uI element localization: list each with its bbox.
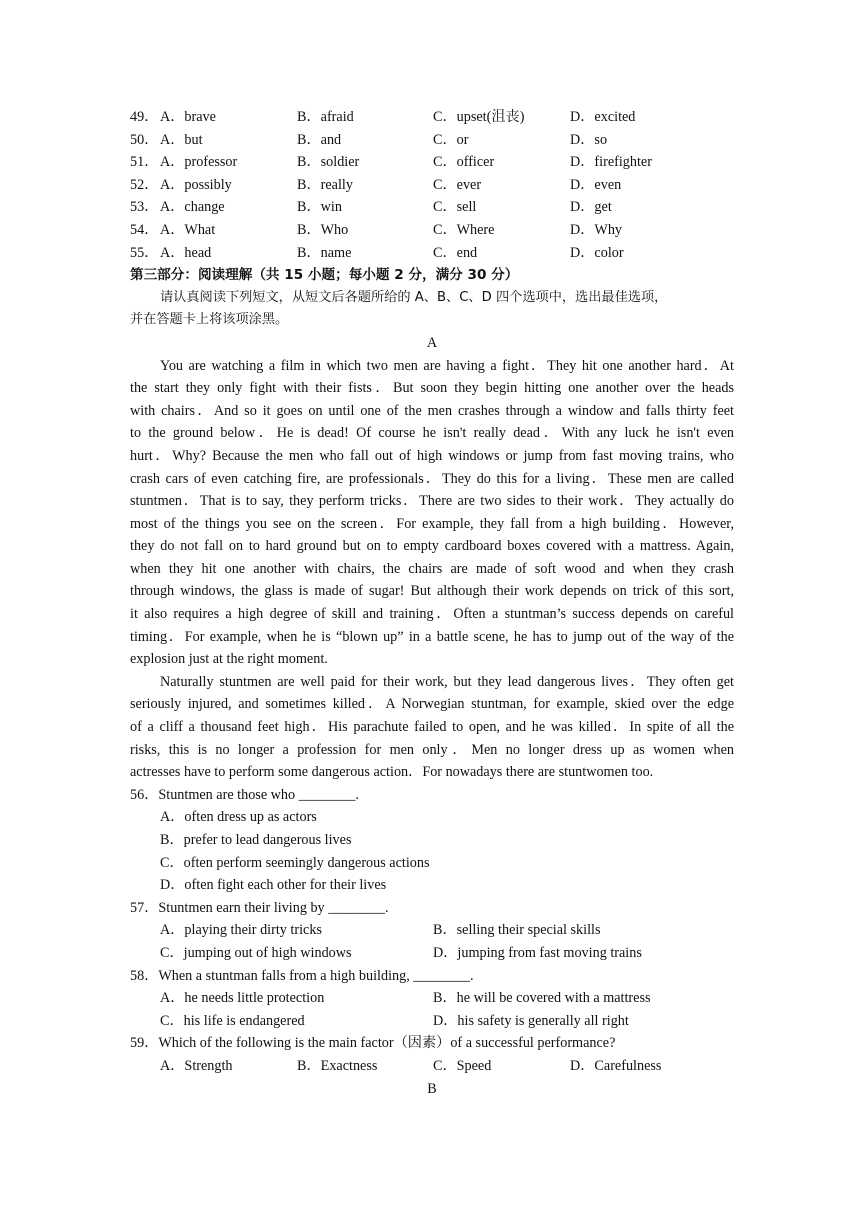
question-number: 53． <box>130 199 159 216</box>
question-59-option-a[interactable]: A．Strength <box>160 1057 233 1074</box>
cloze-row <box>130 106 734 129</box>
question-57-option-b[interactable]: B．selling their special skills <box>433 922 601 939</box>
passage-line: You are watching a film in which two men are having a fight．They hit one another hard．At <box>160 357 734 374</box>
option-b[interactable]: B．and <box>297 131 342 148</box>
cloze-row <box>130 151 734 174</box>
option-d[interactable]: D．get <box>570 199 612 216</box>
cloze-row <box>130 242 734 265</box>
passage-a-label: A <box>426 334 438 351</box>
question-56-stem: 56．Stuntmen are those who ________. <box>130 786 359 803</box>
question-number: 54． <box>130 221 159 238</box>
question-number: 49． <box>130 109 159 125</box>
passage-line: hurt．Why? Because the men who fall out of high windows or jump from fast moving trains, who <box>130 447 734 464</box>
question-58-option-b[interactable]: B．he will be covered with a mattress <box>433 990 651 1007</box>
question-number: 51． <box>130 154 159 171</box>
option-c[interactable]: C．Where <box>433 221 495 238</box>
passage-line: the start they only fight with their fists．But soon they begin hitting one another over the heads <box>130 380 734 397</box>
passage-line: actresses have to perform some dangerous action．For nowadays there are stuntwomen too. <box>130 764 654 781</box>
instruction-line-1: 请认真阅读下列短文，从短文后各题所给的 A、B、C、D 四个选项中，选出最佳选项， <box>160 289 668 305</box>
passage-line: crash cars of even catching fire, are professionals．They do this for a living．These men are called <box>130 470 734 487</box>
passage-b-label: B <box>427 1080 437 1097</box>
question-number: 55． <box>130 244 159 261</box>
question-57-stem: 57．Stuntmen earn their living by ________. <box>130 899 389 916</box>
cloze-row <box>130 129 734 152</box>
question-58-option-a[interactable]: A．he needs little protection <box>160 990 325 1007</box>
question-58-option-c[interactable]: C．his life is endangered <box>160 1012 305 1029</box>
option-b[interactable]: B．name <box>297 244 352 261</box>
question-59-option-b[interactable]: B．Exactness <box>297 1057 378 1074</box>
passage-line: through windows, the glass is made of sugar! But although their work depends on trick of this sort, <box>130 583 734 600</box>
question-number: 50． <box>130 131 159 148</box>
passage-line: it also requires a high degree of skill and training．Often a stuntman’s success depends on careful <box>130 606 734 623</box>
passage-a-paragraph-1 <box>130 355 734 671</box>
passage-line: seriously injured, and sometimes killed．A Norwegian stuntman, for example, skied over the edge <box>130 696 734 713</box>
question-57-option-a[interactable]: A．playing their dirty tricks <box>160 922 322 939</box>
passage-line: explosion just at the right moment. <box>130 651 328 668</box>
option-c[interactable]: C．or <box>433 131 469 148</box>
option-b[interactable]: B．really <box>297 176 353 193</box>
passage-line: risks, this is no longer a profession for men only．Men no longer dress up as women when <box>130 741 734 758</box>
option-c[interactable]: C．officer <box>433 154 495 171</box>
option-a[interactable]: A．brave <box>160 109 216 125</box>
question-59-option-d[interactable]: D．Carefulness <box>570 1057 662 1074</box>
passage-line: of a cliff a thousand feet high．His parachute failed to open, and he was killed．In spite of all the <box>130 719 734 736</box>
question-57-option-d[interactable]: D．jumping from fast moving trains <box>433 944 642 961</box>
option-a[interactable]: A．change <box>160 199 225 216</box>
question-56-option-a[interactable]: A．often dress up as actors <box>160 809 317 826</box>
question-56-option-b[interactable]: B．prefer to lead dangerous lives <box>160 832 352 848</box>
passage-line: they do not fall on to hard ground but on to empty cardboard boxes covered with a mattress. Again, <box>130 538 734 555</box>
option-c[interactable]: C．ever <box>433 176 482 193</box>
option-a[interactable]: A．head <box>160 244 212 261</box>
option-b[interactable]: B．win <box>297 199 342 216</box>
cloze-row <box>130 174 734 197</box>
question-59-options <box>130 1055 734 1078</box>
question-57-options-cd <box>130 942 734 965</box>
question-number: 52． <box>130 176 159 193</box>
cloze-row <box>130 219 734 242</box>
option-d[interactable]: D．excited <box>570 109 636 125</box>
option-a[interactable]: A．What <box>160 221 216 238</box>
passage-line: to the ground below．He is dead! Of course he isn't really dead．With any luck he isn't even <box>130 425 734 442</box>
option-a[interactable]: A．possibly <box>160 176 232 193</box>
question-57-option-c[interactable]: C．jumping out of high windows <box>160 944 352 961</box>
passage-line: with chairs．And so it goes on until one of the men crashes through a window and falls thirty feet <box>130 402 734 419</box>
option-d[interactable]: D．firefighter <box>570 154 652 171</box>
option-c[interactable]: C．upset(沮丧) <box>433 109 525 125</box>
passage-line: when they hit one another with chairs, the chairs are made of soft wood and when they crash <box>130 560 734 577</box>
option-b[interactable]: B．soldier <box>297 154 360 171</box>
option-a[interactable]: A．but <box>160 131 203 148</box>
cloze-options <box>130 106 734 264</box>
question-57-options-ab <box>130 919 734 942</box>
option-d[interactable]: D．even <box>570 176 622 193</box>
section-title: 第三部分：阅读理解（共 15 小题；每小题 2 分，满分 30 分） <box>130 267 519 284</box>
question-56-option-c[interactable]: C．often perform seemingly dangerous actions <box>160 854 430 871</box>
option-c[interactable]: C．sell <box>433 199 477 216</box>
question-58-options-cd <box>130 1010 734 1033</box>
passage-line: Naturally stuntmen are well paid for their work, but they lead dangerous lives．They often get <box>160 673 734 690</box>
question-59-option-c[interactable]: C．Speed <box>433 1057 492 1074</box>
passage-line: timing．For example, when he is “blown up” in a battle scene, he has to jump out of the way of the <box>130 628 734 645</box>
option-b[interactable]: B．Who <box>297 221 349 238</box>
option-a[interactable]: A．professor <box>160 154 238 171</box>
passage-line: stuntmen．That is to say, they perform tricks．There are two sides to their work．They actually do <box>130 493 734 510</box>
question-58-stem: 58．When a stuntman falls from a high building, ________. <box>130 967 474 984</box>
exam-page <box>130 106 734 1100</box>
option-d[interactable]: D．so <box>570 131 608 148</box>
option-b[interactable]: B．afraid <box>297 109 354 125</box>
instruction-line-2: 并在答题卡上将该项涂黑。 <box>130 312 289 328</box>
question-59-stem: 59．Which of the following is the main factor（因素）of a successful performance? <box>130 1035 616 1052</box>
option-d[interactable]: D．Why <box>570 221 623 238</box>
option-d[interactable]: D．color <box>570 244 624 261</box>
question-58-option-d[interactable]: D．his safety is generally all right <box>433 1012 629 1029</box>
question-58-options-ab <box>130 987 734 1010</box>
option-c[interactable]: C．end <box>433 244 478 261</box>
passage-line: most of the things you see on the screen．For example, they fall from a high building．However, <box>130 515 734 532</box>
passage-a-paragraph-2 <box>130 671 734 784</box>
question-56-option-d[interactable]: D．often fight each other for their lives <box>160 877 387 894</box>
cloze-row <box>130 196 734 219</box>
